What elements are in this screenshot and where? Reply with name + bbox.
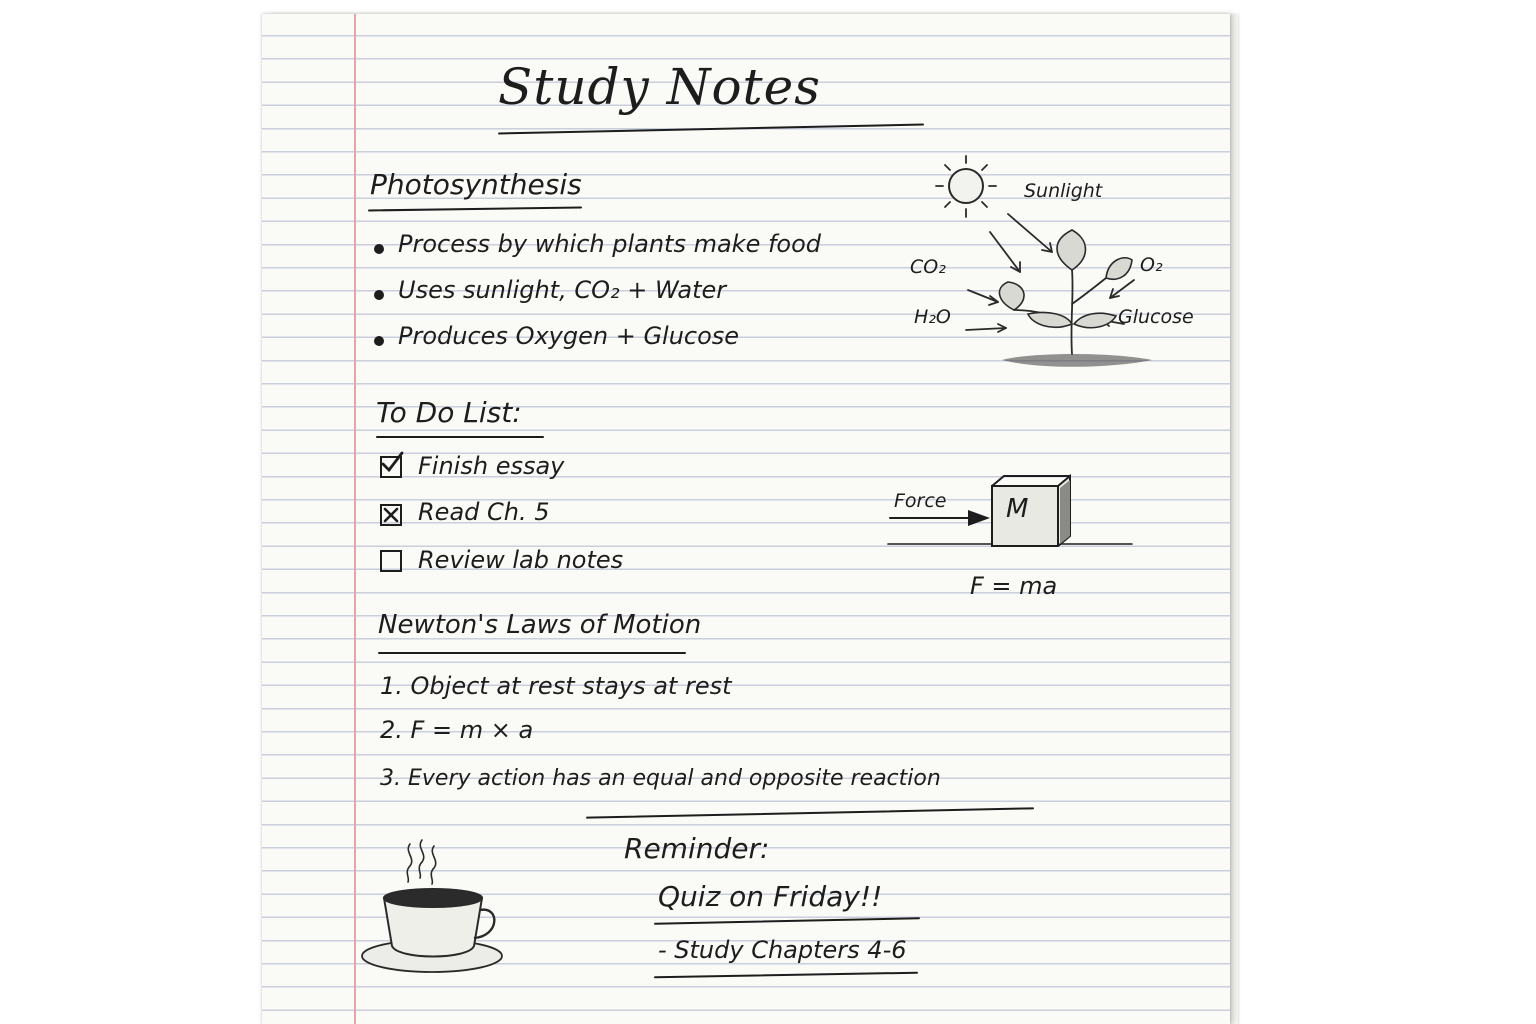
- sunlight-label: Sunlight: [1024, 180, 1103, 202]
- todo-item: Finish essay: [418, 452, 565, 480]
- todo-item: Read Ch. 5: [418, 498, 550, 526]
- notebook-page: [262, 14, 1230, 1024]
- todo-checkbox-checked[interactable]: [380, 456, 402, 478]
- reminder-heading: Reminder:: [624, 832, 770, 865]
- todo-checkbox-crossed[interactable]: [380, 504, 402, 526]
- force-equation: F = ma: [970, 572, 1058, 600]
- photosynthesis-underline: [368, 207, 582, 212]
- reminder-line1: Quiz on Friday!!: [658, 880, 883, 913]
- photosynthesis-bullet: Produces Oxygen + Glucose: [398, 322, 740, 350]
- mass-label: M: [1006, 494, 1029, 524]
- reminder-line2: - Study Chapters 4-6: [658, 936, 907, 964]
- newton-law: 1. Object at rest stays at rest: [380, 672, 732, 700]
- margin-line: [354, 14, 356, 1024]
- photosynthesis-bullet: Uses sunlight, CO₂ + Water: [398, 276, 727, 304]
- o2-label: O₂: [1140, 254, 1163, 276]
- todo-checkbox-empty[interactable]: [380, 550, 402, 572]
- glucose-label: Glucose: [1118, 306, 1194, 328]
- bullet-dot: [374, 336, 384, 346]
- todo-underline: [376, 436, 544, 438]
- bullet-dot: [374, 244, 384, 254]
- force-label: Force: [894, 490, 947, 512]
- photosynthesis-bullet: Process by which plants make food: [398, 230, 822, 258]
- section-divider: [586, 807, 1034, 818]
- newton-underline: [378, 652, 686, 654]
- coffee-cup-icon: [358, 836, 518, 986]
- plant-icon: [902, 174, 1222, 374]
- h2o-label: H₂O: [914, 306, 951, 328]
- newton-law: 3. Every action has an equal and opposite reaction: [380, 766, 941, 791]
- photosynthesis-heading: Photosynthesis: [370, 168, 582, 201]
- reminder-underline: [654, 972, 918, 979]
- todo-heading: To Do List:: [376, 396, 522, 429]
- newton-law: 2. F = m × a: [380, 716, 534, 744]
- todo-item: Review lab notes: [418, 546, 624, 574]
- co2-label: CO₂: [910, 256, 946, 278]
- page-title: Study Notes: [498, 58, 821, 116]
- newton-heading: Newton's Laws of Motion: [378, 610, 702, 640]
- bullet-dot: [374, 290, 384, 300]
- title-underline: [498, 124, 924, 135]
- paper-edge: [1230, 14, 1238, 1024]
- reminder-underline: [654, 917, 920, 925]
